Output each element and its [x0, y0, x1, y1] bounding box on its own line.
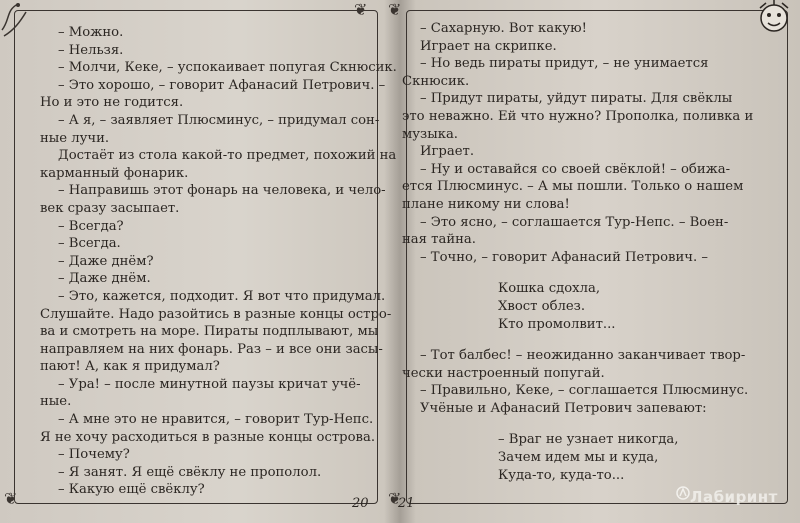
- text-line: плане никому ни слова!: [402, 196, 570, 212]
- text-line: – Можно.: [58, 25, 124, 40]
- text-line: карманный фонарик.: [40, 165, 189, 181]
- text-line: – Даже днём?: [58, 253, 154, 269]
- text-line: это неважно. Ей что нужно? Прополка, поливка и: [402, 108, 754, 124]
- text-line: Достаёт из стола какой-то предмет, похожий на: [58, 148, 397, 164]
- bow-ornament-icon: ❦: [354, 0, 368, 19]
- cartoon-face-icon: [738, 0, 800, 42]
- text-line: Но и это не годится.: [40, 95, 184, 111]
- labirint-logo-icon: [676, 486, 690, 500]
- text-line: – Это, кажется, подходит. Я вот что придумал.: [58, 288, 386, 304]
- text-line: ная тайна.: [402, 232, 476, 248]
- text-line: – Всегда.: [58, 236, 121, 252]
- text-line: – Сахарную. Вот какую!: [420, 21, 587, 36]
- verse-line: Хвост облез.: [498, 298, 586, 314]
- page-number-right: 21: [398, 496, 415, 511]
- page-number-left: 20: [352, 496, 369, 511]
- bow-ornament-icon: ❦: [388, 489, 402, 508]
- text-line: чески настроенный попугай.: [402, 365, 605, 381]
- blank-line: [402, 417, 777, 431]
- text-line: – Почему?: [58, 447, 130, 463]
- text-line: век сразу засыпает.: [40, 200, 180, 216]
- verse-line: Куда-то, куда-то...: [498, 467, 625, 483]
- watermark-text: Лабиринт: [690, 488, 778, 506]
- bow-ornament-icon: ❦: [388, 0, 402, 19]
- text-line: Слушайте. Надо разойтись в разные концы остро-: [40, 306, 392, 322]
- text-line: Играет на скрипке.: [420, 38, 557, 54]
- text-line: – Даже днём.: [58, 271, 151, 287]
- text-line: – Молчи, Кеке, – успокаивает попугая Скнюсик.: [58, 60, 397, 76]
- blank-line: [402, 266, 777, 280]
- text-line: – Это ясно, – соглашается Тур-Непс. – Воен-: [420, 214, 729, 230]
- right-page: [388, 0, 800, 523]
- text-line: ные лучи.: [40, 130, 110, 146]
- verse-line: Кто промолвит...: [498, 316, 616, 332]
- text-line: – Правильно, Кеке, – соглашается Плюсминус.: [420, 383, 749, 399]
- verse-line: Зачем идем мы и куда,: [498, 450, 659, 466]
- text-line: – Какую ещё свёклу?: [58, 482, 205, 498]
- right-page-text: [402, 20, 777, 484]
- text-line: – Всегда?: [58, 218, 124, 234]
- text-line: ва и смотреть на море. Пираты подплывают, мы: [40, 324, 379, 340]
- text-line: – Я занят. Я ещё свёклу не прополол.: [58, 464, 322, 480]
- text-line: пают! А, как я придумал?: [40, 359, 220, 375]
- text-line: Играет.: [420, 144, 475, 160]
- left-page-text: [40, 24, 397, 499]
- text-line: направляем на них фонарь. Раз – и все они засы-: [40, 341, 383, 357]
- text-line: ные.: [40, 394, 72, 410]
- text-line: – Тот балбес! – неожиданно заканчивает твор-: [420, 348, 746, 364]
- text-line: – Но ведь пираты придут, – не унимается: [420, 56, 709, 72]
- verse-line: – Враг не узнает никогда,: [498, 432, 679, 448]
- text-line: – Точно, – говорит Афанасий Петрович. –: [420, 249, 708, 265]
- text-line: музыка.: [402, 126, 459, 142]
- text-line: – А я, – заявляет Плюсминус, – придумал сон-: [58, 112, 380, 128]
- text-line: Скнюсик.: [402, 73, 470, 89]
- text-line: – Нельзя.: [58, 42, 124, 58]
- verse-line: Кошка сдохла,: [498, 281, 601, 297]
- text-line: – Ура! – после минутной паузы кричат учё-: [58, 376, 361, 392]
- text-line: – Направишь этот фонарь на человека, и чело-: [58, 183, 386, 199]
- bow-ornament-icon: ❦: [4, 489, 18, 508]
- blank-line: [402, 333, 777, 347]
- text-line: Учёные и Афанасий Петрович запевают:: [420, 400, 707, 416]
- text-line: – Ну и оставайся со своей свёклой! – обижа-: [420, 161, 731, 177]
- text-line: Я не хочу расходиться в разные концы острова.: [40, 429, 376, 445]
- text-line: – Это хорошо, – говорит Афанасий Петрович. –: [58, 77, 386, 93]
- left-page: [0, 0, 397, 523]
- text-line: ется Плюсминус. – А мы пошли. Только о нашем: [402, 179, 744, 195]
- text-line: – А мне это не нравится, – говорит Тур-Непс.: [58, 412, 374, 428]
- text-line: – Придут пираты, уйдут пираты. Для свёклы: [420, 91, 733, 107]
